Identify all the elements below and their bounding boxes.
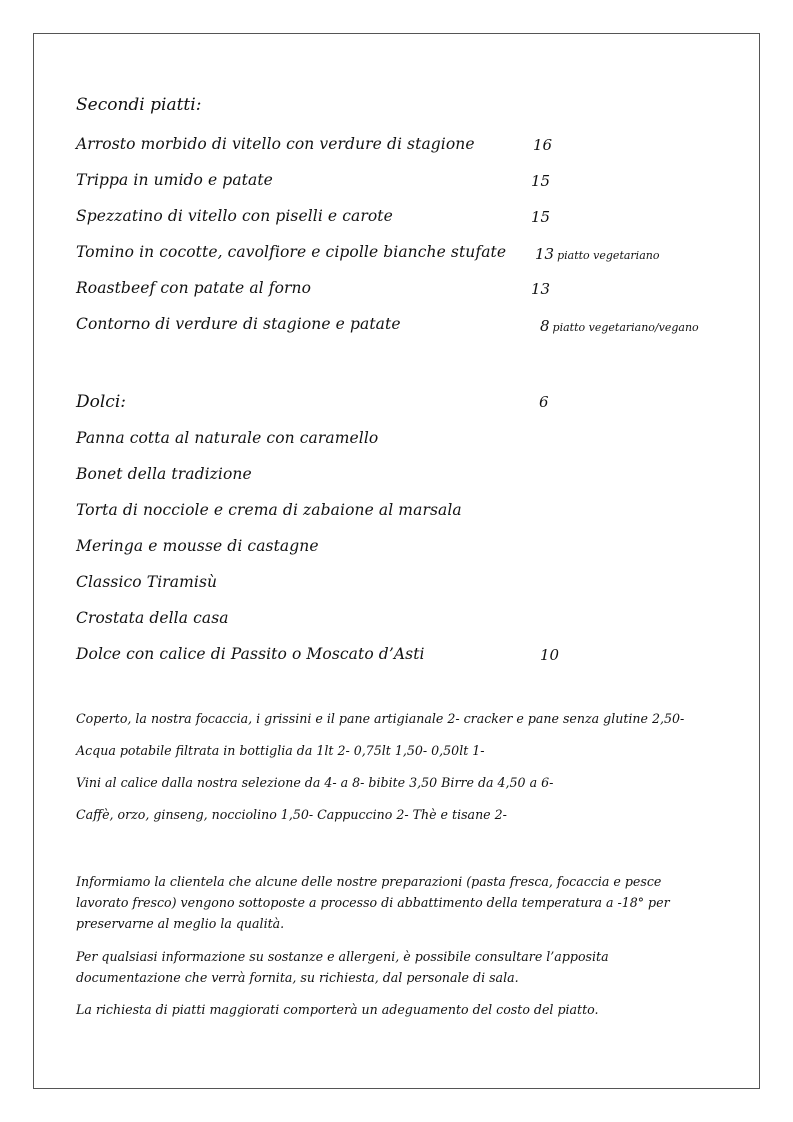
secondi-heading: Secondi piatti: xyxy=(76,95,202,115)
menu-item-price: 16 xyxy=(533,136,553,154)
menu-item-price: 8 xyxy=(540,317,550,335)
dessert-item-name: Meringa e mousse di castagne xyxy=(76,537,319,555)
dessert-item-name: Bonet della tradizione xyxy=(76,465,252,483)
menu-item-name: Contorno di verdure di stagione e patate xyxy=(76,315,401,333)
dessert-item-price: 10 xyxy=(540,646,560,664)
info-paragraph: Informiamo la clientela che alcune delle nostre preparazioni (pasta fresca, focaccia e pesce lavorato fresco) vengono sottoposte a processo di abbattimento della temperatura a -18° per preservarne al meglio la qualità. xyxy=(76,874,670,931)
menu-item-price-note xyxy=(540,318,699,334)
dietary-note: piatto vegetariano xyxy=(557,249,660,262)
extras-line: Acqua potabile filtrata in bottiglia da 1lt 2- 0,75lt 1,50- 0,50lt 1- xyxy=(76,743,485,758)
menu-item-price-note xyxy=(535,246,659,262)
menu-item-price: 13 xyxy=(531,280,551,298)
dolci-heading: Dolci: xyxy=(76,392,126,412)
menu-item-name: Roastbeef con patate al forno xyxy=(76,279,312,297)
menu-item-name: Arrosto morbido di vitello con verdure di stagione xyxy=(76,135,475,153)
dessert-item-name: Dolce con calice di Passito o Moscato d’Asti xyxy=(76,645,425,663)
info-paragraph: La richiesta di piatti maggiorati comporterà un adeguamento del costo del piatto. xyxy=(76,1002,599,1017)
dietary-note: piatto vegetariano/vegano xyxy=(552,321,699,334)
menu-item-name: Trippa in umido e patate xyxy=(76,171,273,189)
dessert-item-name: Classico Tiramisù xyxy=(76,573,218,591)
dessert-item-name: Crostata della casa xyxy=(76,609,229,627)
dessert-item-name: Panna cotta al naturale con caramello xyxy=(76,429,379,447)
menu-item-price: 15 xyxy=(531,172,551,190)
menu-item-name: Spezzatino di vitello con piselli e carote xyxy=(76,207,393,225)
extras-line: Vini al calice dalla nostra selezione da 4- a 8- bibite 3,50 Birre da 4,50 a 6- xyxy=(76,775,554,790)
extras-line: Coperto, la nostra focaccia, i grissini e il pane artigianale 2- cracker e pane senza glutine 2,50- xyxy=(76,711,685,726)
info-paragraph: Per qualsiasi informazione su sostanze e allergeni, è possibile consultare l’apposita documentazione che verrà fornita, su richiesta, dal personale di sala. xyxy=(76,949,609,985)
menu-item-price: 15 xyxy=(531,208,551,226)
dolci-price: 6 xyxy=(539,393,549,411)
menu-item-price: 13 xyxy=(535,245,555,263)
menu-item-name: Tomino in cocotte, cavolfiore e cipolle bianche stufate xyxy=(76,243,507,261)
dessert-item-name: Torta di nocciole e crema di zabaione al marsala xyxy=(76,501,462,519)
extras-line: Caffè, orzo, ginseng, nocciolino 1,50- Cappuccino 2- Thè e tisane 2- xyxy=(76,807,507,822)
